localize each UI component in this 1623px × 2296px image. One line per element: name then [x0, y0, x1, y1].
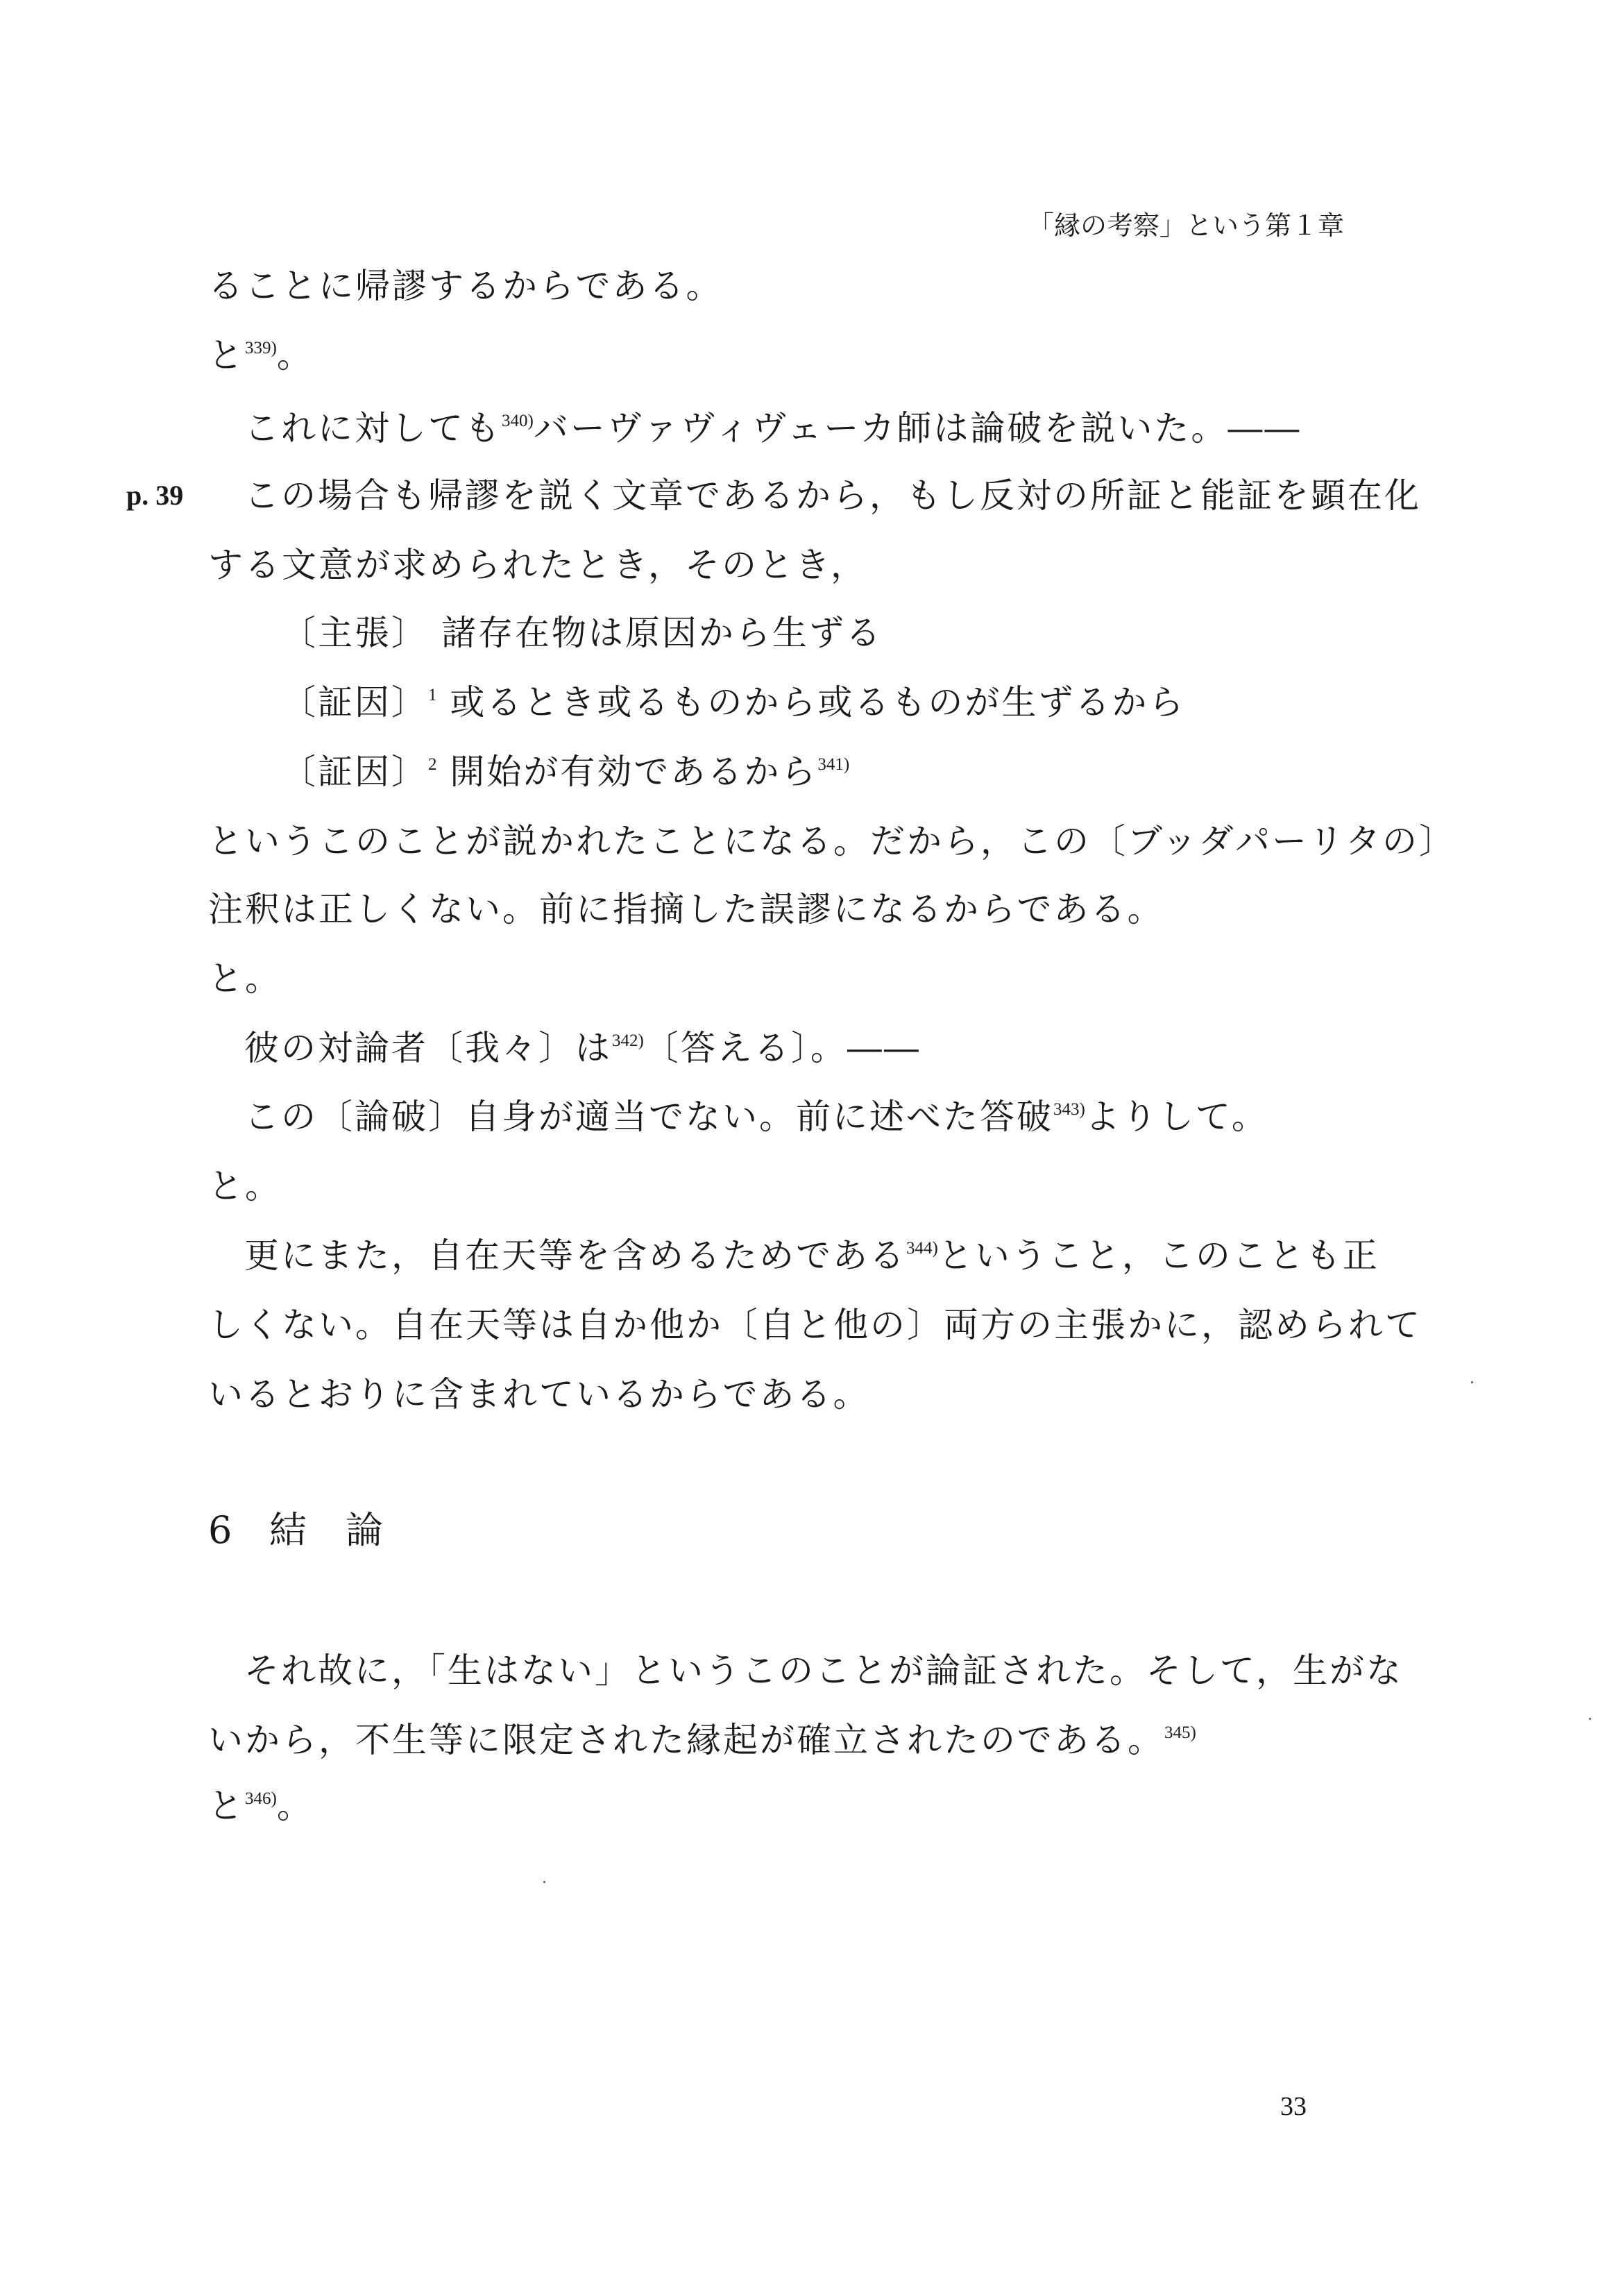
page-number: 33: [1280, 2092, 1307, 2121]
text-line: [244, 1648, 1403, 1693]
footnote-ref: 343): [1053, 1100, 1085, 1119]
line-text: と。: [208, 959, 282, 999]
line-text: 〔答える〕。――: [643, 1028, 921, 1068]
text-line: [208, 333, 314, 378]
text-line: [244, 1233, 1379, 1278]
section-title-char: 論: [346, 1508, 383, 1552]
scan-speck: [1589, 1718, 1591, 1720]
text-line: [208, 1164, 282, 1208]
line-text: 注釈は正しくない。前に指摘した誤謬になるからである。: [208, 889, 1164, 929]
text-line: [208, 887, 1164, 931]
line-text: というこのことが説かれたことになる。だから，この〔ブッダパーリタの〕: [208, 821, 1456, 861]
line-text: する文意が求められたとき，そのとき，: [208, 545, 867, 585]
line-text: と: [208, 335, 245, 375]
line-text: いるとおりに含まれているからである。: [208, 1374, 870, 1415]
footnote-ref: 342): [612, 1031, 644, 1050]
text-line: [281, 750, 849, 794]
line-text: 。: [276, 335, 314, 375]
text-line: [208, 1372, 870, 1417]
footnote-ref: 339): [245, 339, 277, 357]
line-text: 彼の対論者〔我々〕は: [244, 1028, 612, 1068]
line-text: 。: [276, 1786, 314, 1826]
line-text: 〔証因〕: [281, 682, 428, 723]
line-text: 〔証因〕: [281, 752, 428, 792]
line-text: いから，不生等に限定された縁起が確立されたのである。: [208, 1720, 1164, 1760]
text-line: [244, 473, 1421, 518]
text-line: [208, 956, 282, 1001]
text-line: [208, 1784, 314, 1828]
text-line: [281, 611, 883, 655]
line-text: と: [208, 1786, 245, 1826]
text-line: [208, 543, 867, 587]
line-text: それ故に，「生はない」というこのことが論証された。そして，生がな: [244, 1651, 1403, 1691]
text-line: [208, 1303, 1422, 1347]
text-line: [208, 819, 1456, 863]
text-line: [244, 1095, 1268, 1139]
footnote-ref: 346): [245, 1789, 277, 1808]
line-text: しくない。自在天等は自か他か〔自と他の〕両方の主張かに，認められて: [208, 1305, 1422, 1345]
footnote-ref: 344): [906, 1239, 938, 1258]
line-text: よりして。: [1085, 1097, 1268, 1137]
line-text: と。: [208, 1166, 282, 1206]
scan-speck: [543, 1881, 545, 1883]
superscript-index: 1: [428, 686, 437, 704]
line-text: 〔主張〕 諸存在物は原因から生ずる: [281, 613, 883, 653]
line-text: バーヴァヴィヴェーカ師は論破を説いた。――: [533, 408, 1302, 448]
text-line: [281, 680, 1185, 725]
margin-page-reference: p. 39: [126, 480, 184, 511]
scan-speck: [1471, 1381, 1473, 1383]
text-line: [244, 1026, 921, 1070]
text-line: [208, 264, 723, 308]
line-text: この場合も帰謬を説く文章であるから，もし反対の所証と能証を顕在化: [244, 475, 1421, 516]
line-text: ということ，このことも正: [937, 1235, 1379, 1276]
footnote-ref: 341): [817, 755, 850, 774]
section-number: 6: [208, 1508, 232, 1552]
line-text: 或るとき或るものから或るものが生ずるから: [436, 682, 1186, 723]
section-heading: [208, 1506, 383, 1555]
superscript-index: 2: [428, 755, 437, 774]
line-text: これに対しても: [244, 408, 502, 448]
footnote-ref: 345): [1164, 1723, 1196, 1742]
running-header: 「縁の考察」という第１章: [1027, 210, 1344, 241]
text-line: [244, 406, 1301, 450]
section-title-char: 結: [269, 1508, 307, 1552]
line-text: 更にまた，自在天等を含めるためである: [244, 1235, 906, 1276]
line-text: この〔論破〕自身が適当でない。前に述べた答破: [244, 1097, 1053, 1137]
line-text: ることに帰謬するからである。: [208, 266, 723, 306]
text-line: [208, 1718, 1196, 1762]
footnote-ref: 340): [502, 412, 534, 430]
line-text: 開始が有効であるから: [436, 752, 818, 792]
